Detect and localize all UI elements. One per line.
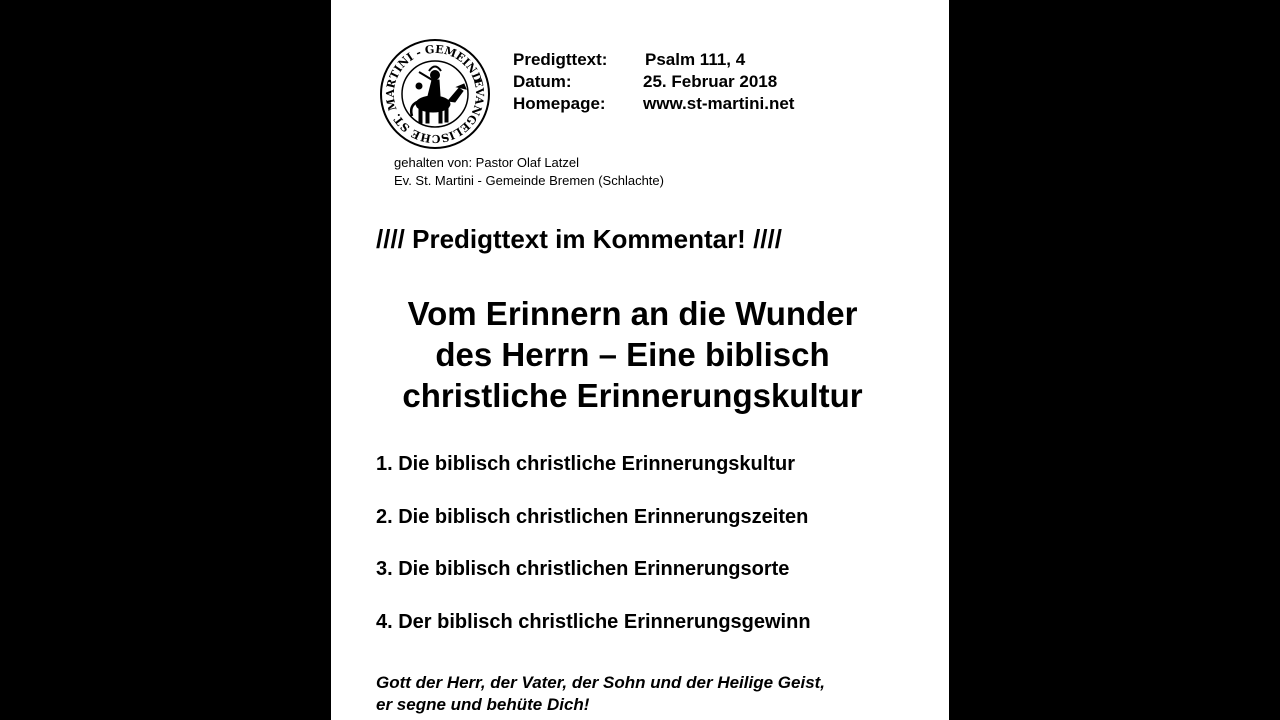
speaker-info (394, 154, 664, 190)
seal-text: EVANGELISCHE ST. MARTINI - GEMEINDE (383, 42, 487, 146)
section-heading: //// Predigttext im Kommentar! //// (376, 224, 782, 254)
sermon-points (376, 452, 811, 662)
speaker-line-1: gehalten von: Pastor Olaf Latzel (394, 155, 580, 170)
sermon-page (331, 0, 949, 720)
sermon-point: 3. Die biblisch christlichen Erinnerungsorte (376, 558, 790, 580)
sermon-point: 2. Die biblisch christlichen Erinnerungszeiten (376, 505, 809, 528)
predigttext-value: Psalm 111, 4 (645, 50, 746, 69)
sermon-info (513, 49, 794, 115)
info-row-homepage (513, 93, 794, 115)
title-line-1: Vom Erinnern an die Wunder (407, 295, 858, 332)
blessing-line-1: Gott der Herr, der Vater, der Sohn und der Heilige Geist, (376, 673, 826, 692)
info-row-datum (513, 71, 794, 93)
horseman-icon (411, 67, 466, 124)
blessing (376, 672, 825, 716)
speaker-line-2: Ev. St. Martini - Gemeinde Bremen (Schlachte) (394, 173, 664, 188)
sermon-title (331, 293, 934, 416)
homepage-label: Homepage: (513, 94, 606, 113)
blessing-line-2: er segne und behüte Dich! (376, 695, 590, 714)
homepage-value: www.st-martini.net (643, 94, 795, 113)
predigttext-label: Predigttext: (513, 50, 608, 69)
datum-value: 25. Februar 2018 (643, 72, 778, 91)
sermon-point: 1. Die biblisch christliche Erinnerungskultur (376, 453, 795, 475)
church-seal-logo (379, 38, 491, 150)
info-row-predigttext (513, 49, 794, 71)
title-line-2: des Herrn – Eine biblisch (435, 336, 830, 373)
title-line-3: christliche Erinnerungskultur (402, 377, 863, 414)
datum-label: Datum: (513, 72, 572, 91)
sermon-point: 4. Der biblisch christliche Erinnerungsgewinn (376, 610, 811, 633)
